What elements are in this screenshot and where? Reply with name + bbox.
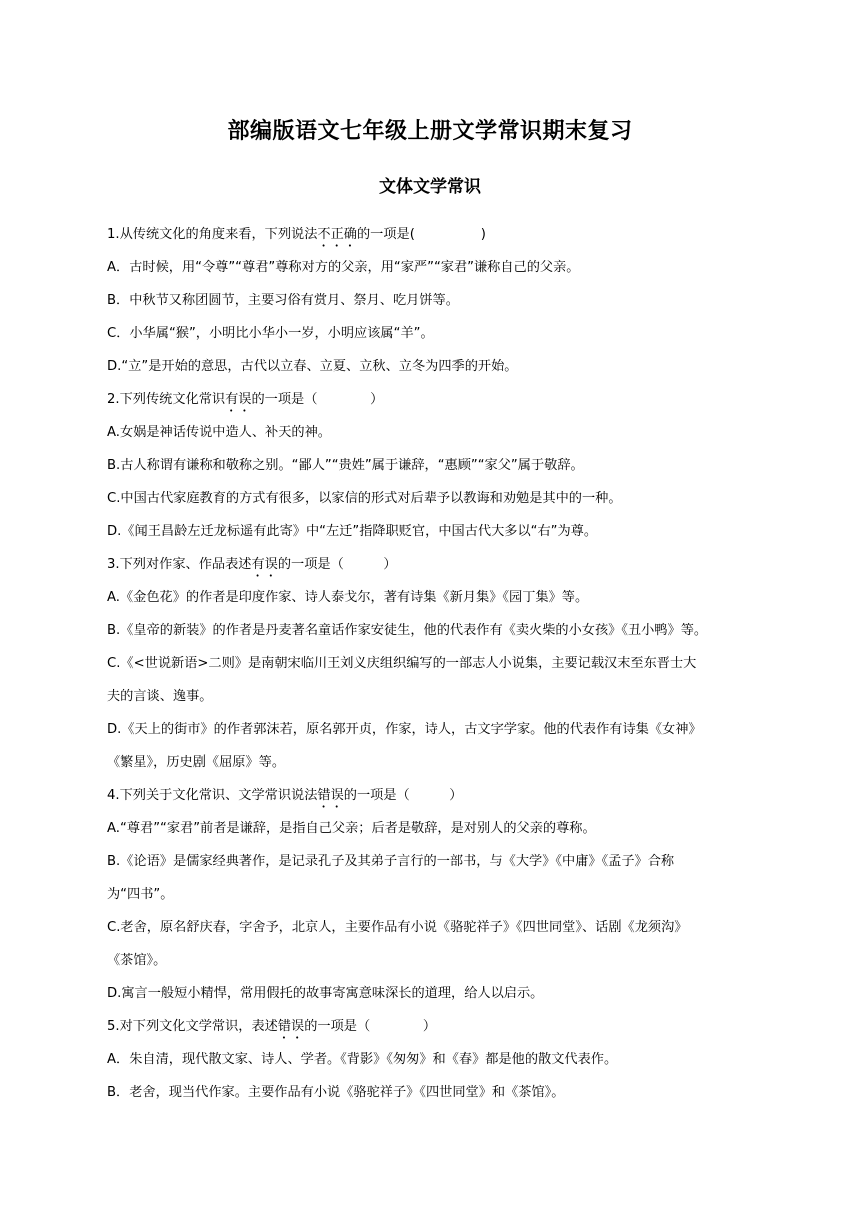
line-text: 的一项是（ ） <box>343 788 463 803</box>
line-text: 4.下列关于文化常识、文学常识说法 <box>107 788 318 803</box>
text-line <box>107 977 787 1010</box>
line-text: D.《闻王昌龄左迁龙标遥有此寄》中“左迁”指降职贬官，中国古代大多以“右”为尊。 <box>107 524 598 539</box>
text-line <box>107 845 787 878</box>
line-text: 的一项是( ) <box>356 227 486 242</box>
line-text: B．老舍，现当代作家。主要作品有小说《骆驼祥子》《四世同堂》和《茶馆》。 <box>107 1085 565 1100</box>
line-text: B.古人称谓有谦称和敬称之别。“鄙人”“贵姓”属于谦辞，“惠顾”“家父”属于敬辞。 <box>107 458 584 473</box>
line-text: 为“四书”。 <box>107 887 174 902</box>
line-text: D.寓言一般短小精悍，常用假托的故事寄寓意味深长的道理，给人以启示。 <box>107 986 544 1001</box>
text-line <box>107 218 787 251</box>
line-text: 的一项是（ ） <box>251 392 384 407</box>
question-list <box>107 218 787 1109</box>
emphasized-keyword: 有误 <box>251 557 278 572</box>
text-line <box>107 1076 787 1109</box>
line-text: A.“尊君”“家君”前者是谦辞，是指自己父亲；后者是敬辞，是对别人的父亲的尊称。 <box>107 821 596 836</box>
text-line <box>107 482 787 515</box>
section-subtitle: 文体文学常识 <box>379 177 481 197</box>
line-text: 的一项是（ ） <box>277 557 397 572</box>
line-text: 2.下列传统文化常识 <box>107 392 226 407</box>
text-line <box>107 416 787 449</box>
emphasized-keyword: 错误 <box>277 1019 305 1034</box>
text-line <box>107 548 787 581</box>
text-line <box>107 1010 787 1043</box>
text-line <box>107 251 787 284</box>
line-text: 《繁星》，历史剧《屈原》等。 <box>107 755 286 770</box>
text-line <box>107 944 787 977</box>
text-line <box>107 614 787 647</box>
text-line <box>107 746 787 779</box>
line-text: C．小华属“猴”，小明比小华小一岁，小明应该属“羊”。 <box>107 326 434 341</box>
text-line <box>107 284 787 317</box>
line-text: 5.对下列文化文学常识，表述 <box>107 1019 278 1034</box>
text-line <box>107 812 787 845</box>
line-text: B．中秋节又称团圆节，主要习俗有赏月、祭月、吃月饼等。 <box>107 293 459 308</box>
line-text: D.“立”是开始的意思，古代以立春、立夏、立秋、立冬为四季的开始。 <box>107 359 518 374</box>
emphasized-keyword: 有误 <box>225 392 252 407</box>
emphasized-keyword: 不正确 <box>317 227 357 242</box>
line-text: 的一项是（ ） <box>304 1019 437 1034</box>
line-text: D.《天上的街市》的作者郭沫若，原名郭开贞，作家，诗人，古文字学家。他的代表作有诗集《女神》 <box>107 722 702 737</box>
line-text: A.《金色花》的作者是印度作家、诗人泰戈尔，著有诗集《新月集》《园丁集》等。 <box>107 590 589 605</box>
document-title: 部编版语文七年级上册文学常识期末复习 <box>227 118 633 144</box>
line-text: A．朱自清，现代散文家、诗人、学者。《背影》《匆匆》和《春》都是他的散文代表作。 <box>107 1052 618 1067</box>
line-text: 夫的言谈、逸事。 <box>107 689 213 704</box>
line-text: 《茶馆》。 <box>107 953 167 968</box>
text-line <box>107 647 787 680</box>
line-text: B.《皇帝的新装》的作者是丹麦著名童话作家安徒生，他的代表作有《卖火柴的小女孩》《丑小鸭》等。 <box>107 623 708 638</box>
line-text: A．古时候，用“令尊”“尊君”尊称对方的父亲，用“家严”“家君”谦称自己的父亲。 <box>107 260 580 275</box>
text-line <box>107 713 787 746</box>
text-line <box>107 383 787 416</box>
line-text: 3.下列对作家、作品表述 <box>107 557 252 572</box>
text-line <box>107 317 787 350</box>
text-line <box>107 878 787 911</box>
text-line <box>107 1043 787 1076</box>
text-line <box>107 680 787 713</box>
text-line <box>107 515 787 548</box>
line-text: A.女娲是神话传说中造人、补天的神。 <box>107 425 331 440</box>
text-line <box>107 911 787 944</box>
text-line <box>107 350 787 383</box>
line-text: 1.从传统文化的角度来看，下列说法 <box>107 227 318 242</box>
text-line <box>107 449 787 482</box>
text-line <box>107 581 787 614</box>
line-text: C.老舍，原名舒庆春，字舍予，北京人，主要作品有小说《骆驼祥子》《四世同堂》、话剧《龙须沟》 <box>107 920 688 935</box>
line-text: C.《<世说新语>二则》是南朝宋临川王刘义庆组织编写的一部志人小说集，主要记载汉末至东晋士大 <box>107 656 697 671</box>
line-text: B.《论语》是儒家经典著作，是记录孔子及其弟子言行的一部书，与《大学》《中庸》《孟子》合称 <box>107 854 675 869</box>
text-line <box>107 779 787 812</box>
emphasized-keyword: 错误 <box>317 788 344 803</box>
line-text: C.中国古代家庭教育的方式有很多，以家信的形式对后辈予以教诲和劝勉是其中的一种。 <box>107 491 622 506</box>
